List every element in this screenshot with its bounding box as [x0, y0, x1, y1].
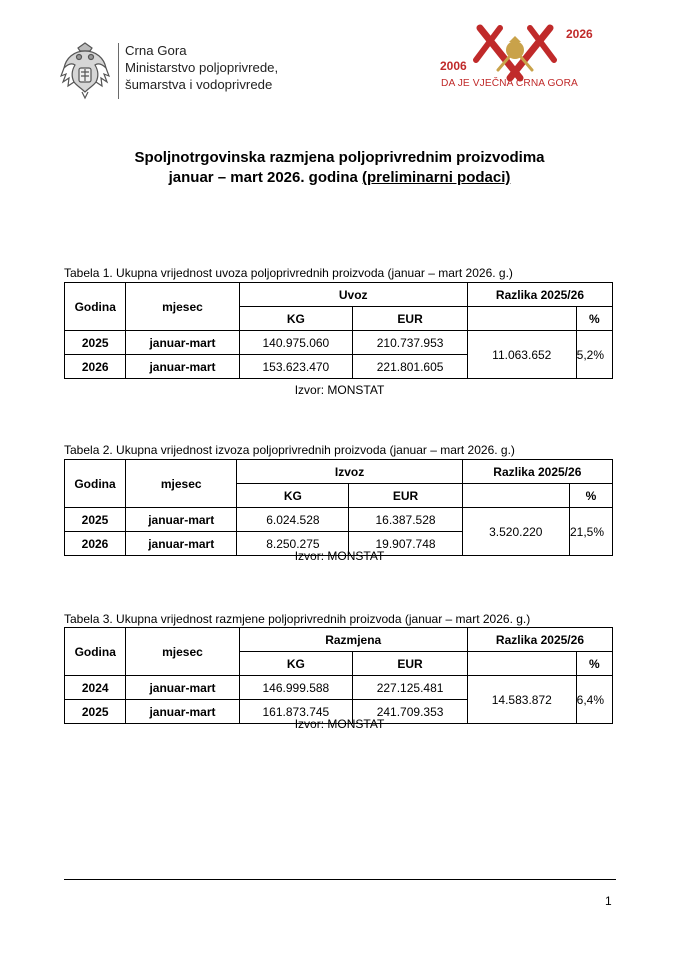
- col-header-mjesec: mjesec: [126, 460, 237, 508]
- table1-caption: Tabela 1. Ukupna vrijednost uvoza poljoprivrednih proizvoda (januar – mart 2026. g.): [64, 266, 513, 280]
- table1-source: Izvor: MONSTAT: [294, 383, 385, 397]
- cell-kg: 6.024.528: [237, 508, 349, 532]
- col-header-pct: %: [569, 484, 612, 508]
- cell-eur: 210.737.953: [353, 331, 468, 355]
- col-header-kg: KG: [239, 307, 353, 331]
- col-header-eur: EUR: [353, 307, 468, 331]
- cell-year: 2025: [65, 700, 126, 724]
- table3-caption: Tabela 3. Ukupna vrijednost razmjene poljoprivrednih proizvoda (januar – mart 2026. g.): [64, 612, 531, 626]
- import-table: [64, 282, 613, 379]
- cell-month: januar-mart: [126, 508, 237, 532]
- cell-diff-pct: 21,5%: [569, 508, 612, 556]
- page-title-line1: Spoljnotrgovinska razmjena poljoprivrednim proizvodima: [134, 149, 545, 166]
- col-header-godina: Godina: [65, 460, 126, 508]
- table3-source: Izvor: MONSTAT: [294, 717, 385, 731]
- cell-kg: 161.873.745: [239, 700, 353, 724]
- ministry-header: [60, 42, 278, 100]
- cell-year: 2025: [65, 508, 126, 532]
- logo-year-left: 2006: [440, 59, 467, 73]
- cell-kg: 146.999.588: [239, 676, 353, 700]
- col-header-razlika: Razlika 2025/26: [467, 628, 612, 652]
- cell-eur: 227.125.481: [353, 676, 468, 700]
- col-header-razlika: Razlika 2025/26: [467, 283, 612, 307]
- ministry-line-name-cont: šumarstva i vodoprivrede: [125, 77, 273, 92]
- group-header-uvoz: Uvoz: [239, 283, 467, 307]
- cell-kg: 140.975.060: [239, 331, 353, 355]
- ministry-line-name: Ministarstvo poljoprivrede,: [125, 60, 279, 75]
- cell-diff-value: 3.520.220: [462, 508, 569, 556]
- col-header-mjesec: mjesec: [126, 283, 239, 331]
- logo-year-right: 2026: [566, 27, 593, 41]
- cell-diff-value: 11.063.652: [467, 331, 576, 379]
- cell-year: 2025: [65, 331, 126, 355]
- table2-caption: Tabela 2. Ukupna vrijednost izvoza poljoprivrednih proizvoda (januar – mart 2026. g.): [64, 443, 515, 457]
- col-header-diff-empty: [462, 484, 569, 508]
- col-header-pct: %: [576, 652, 612, 676]
- col-header-kg: KG: [239, 652, 353, 676]
- col-header-godina: Godina: [65, 628, 126, 676]
- col-header-kg: KG: [237, 484, 349, 508]
- col-header-razlika: Razlika 2025/26: [462, 460, 612, 484]
- page-title-period: januar – mart 2026. godina: [168, 169, 363, 186]
- cell-year: 2026: [65, 355, 126, 379]
- cell-eur: 19.907.748: [349, 532, 462, 556]
- ministry-line-country: Crna Gora: [125, 43, 187, 58]
- table-row: [65, 676, 613, 700]
- col-header-eur: EUR: [349, 484, 462, 508]
- col-header-eur: EUR: [353, 652, 468, 676]
- cell-year: 2024: [65, 676, 126, 700]
- col-header-mjesec: mjesec: [126, 628, 239, 676]
- cell-eur: 241.709.353: [353, 700, 468, 724]
- cell-month: januar-mart: [126, 532, 237, 556]
- cell-diff-value: 14.583.872: [467, 676, 576, 724]
- footer-divider: [64, 879, 616, 880]
- table-row: [65, 508, 613, 532]
- trade-table: [64, 627, 613, 724]
- cell-diff-pct: 5,2%: [576, 331, 612, 379]
- cell-year: 2026: [65, 532, 126, 556]
- cell-kg: 153.623.470: [239, 355, 353, 379]
- cell-kg: 8.250.275: [237, 532, 349, 556]
- group-header-razmjena: Razmjena: [239, 628, 467, 652]
- coat-of-arms-icon: [60, 42, 110, 100]
- page-title-line2: [0, 168, 679, 188]
- cell-eur: 16.387.528: [349, 508, 462, 532]
- table-row: [65, 331, 613, 355]
- cell-month: januar-mart: [126, 676, 239, 700]
- col-header-diff-empty: [467, 652, 576, 676]
- export-table: [64, 459, 613, 556]
- logo-tagline: DA JE VJEČNA CRNA GORA: [441, 78, 578, 89]
- col-header-pct: %: [576, 307, 612, 331]
- cell-diff-pct: 6,4%: [576, 676, 612, 724]
- cell-month: januar-mart: [126, 355, 239, 379]
- group-header-izvoz: Izvoz: [237, 460, 462, 484]
- page-number: 1: [605, 894, 612, 908]
- cell-month: januar-mart: [126, 331, 239, 355]
- header-divider: [118, 43, 119, 99]
- col-header-godina: Godina: [65, 283, 126, 331]
- table2-source: Izvor: MONSTAT: [294, 549, 385, 563]
- cell-eur: 221.801.605: [353, 355, 468, 379]
- page-title-preliminary: (preliminarni podaci): [362, 169, 511, 186]
- ministry-name: [125, 42, 278, 93]
- cell-month: januar-mart: [126, 700, 239, 724]
- col-header-diff-empty: [467, 307, 576, 331]
